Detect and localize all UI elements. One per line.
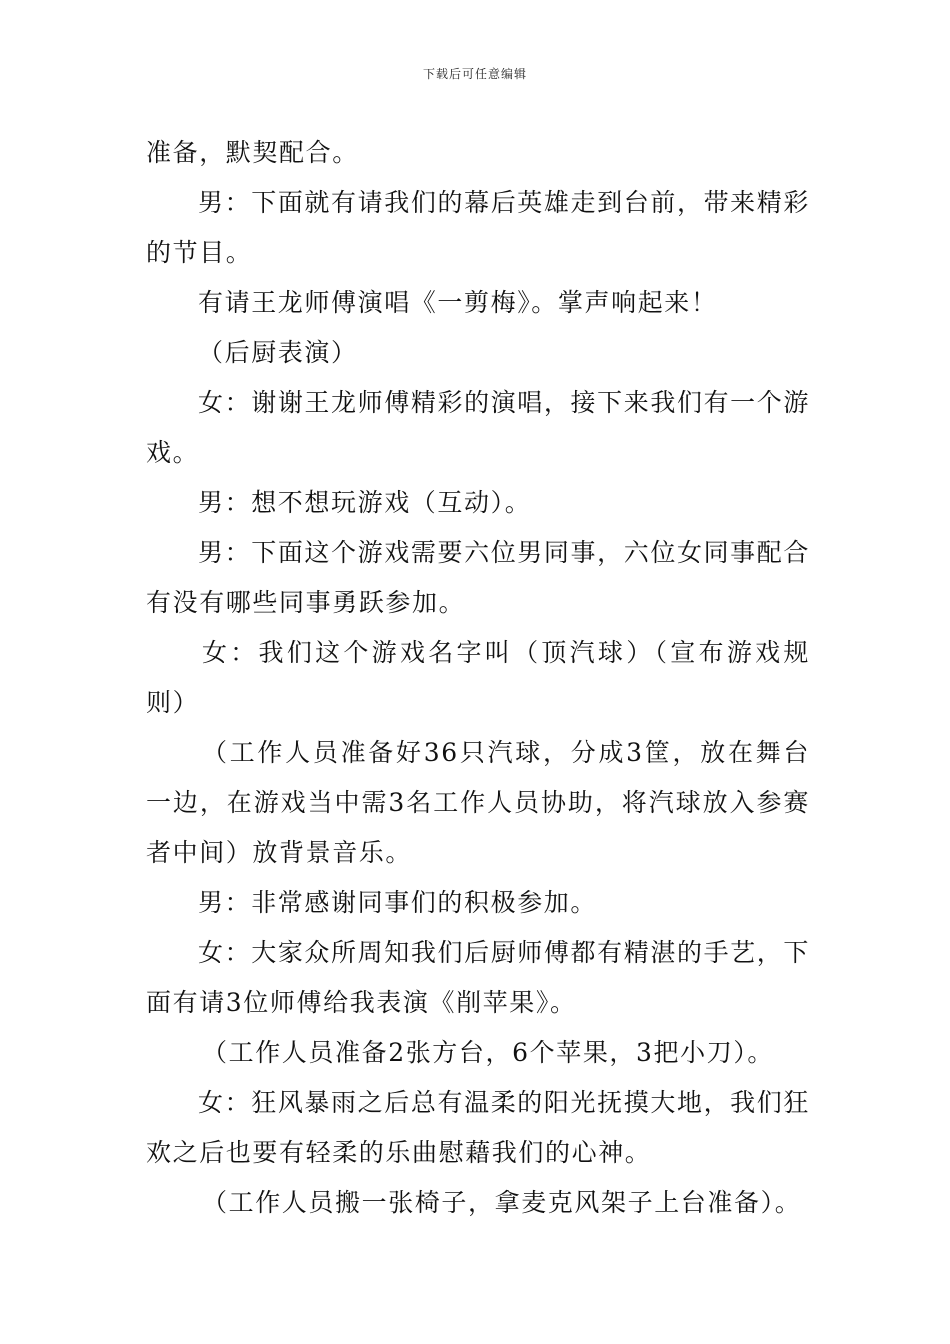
paragraph-female-apple: 女：大家众所周知我们后厨师傅都有精湛的手艺，下面有请3位师傅给我表演《削苹果》。 [146, 938, 810, 1017]
paragraph-male-game-question: 男：想不想玩游戏（互动）。 [198, 488, 532, 517]
paragraph-continuation: 准备，默契配合。 [146, 138, 359, 167]
paragraph-staff-apple-prep: （工作人员准备2张方台，6个苹果，3把小刀）。 [202, 1038, 775, 1067]
page-header: 下载后可任意编辑 [422, 67, 527, 81]
paragraph-female-thanks: 女：谢谢王龙师傅精彩的演唱，接下来我们有一个游戏。 [146, 388, 810, 467]
document-body [146, 128, 810, 1228]
paragraph-kitchen-performance: （后厨表演） [198, 338, 358, 367]
paragraph-female-music: 女：狂风暴雨之后总有温柔的阳光抚摸大地，我们狂欢之后也要有轻柔的乐曲慰藉我们的心神。 [146, 1088, 810, 1167]
paragraph-staff-balloons: （工作人员准备好36只汽球，分成3筐，放在舞台一边，在游戏当中需3名工作人员协助，将汽球放入参赛者中间）放背景音乐。 [146, 738, 810, 867]
paragraph-female-game-name: 女：我们这个游戏名字叫（顶汽球）（宣布游戏规则） [146, 638, 810, 717]
paragraph-male-invite: 男：下面就有请我们的幕后英雄走到台前，带来精彩的节目。 [146, 188, 810, 267]
paragraph-male-game-request: 男：下面这个游戏需要六位男同事，六位女同事配合有没有哪些同事勇跃参加。 [146, 538, 810, 617]
paragraph-male-thanks: 男：非常感谢同事们的积极参加。 [198, 888, 598, 917]
paragraph-staff-chair: （工作人员搬一张椅子，拿麦克风架子上台准备）。 [202, 1188, 802, 1217]
paragraph-song-invite: 有请王龙师傅演唱《一剪梅》。掌声响起来！ [198, 288, 718, 317]
